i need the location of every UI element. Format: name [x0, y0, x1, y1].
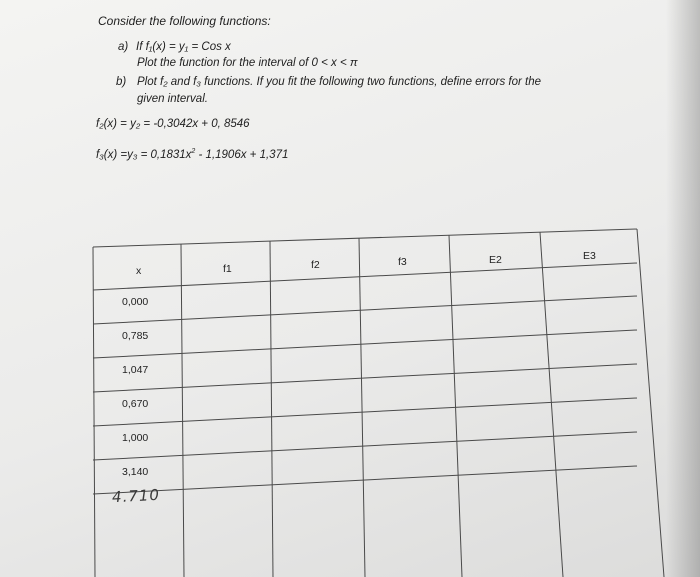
table-column-line: [449, 235, 462, 577]
table-column-line: [359, 238, 365, 577]
table-column-line: [540, 232, 563, 577]
question-b-label: b): [116, 76, 127, 88]
table-row-line: [93, 364, 637, 392]
question-a-line2: Plot the function for the interval of 0 < x < π: [137, 57, 358, 69]
table-column-line: [93, 247, 95, 577]
formula-f3: $f_3(x) =y_3 = 0,1831x^2 - 1,1906x + 1,371$: [96, 148, 289, 161]
table-column-line: [270, 241, 273, 577]
header-f1: f1: [223, 263, 232, 275]
table-row-line: [93, 263, 637, 290]
table-column-line: [637, 229, 664, 577]
x-value: 3,140: [122, 466, 149, 478]
page-shadow: [666, 0, 700, 577]
table-column-line: [181, 244, 184, 577]
header-f2: f2: [311, 259, 320, 271]
header-e2: E2: [489, 254, 502, 266]
table-row-line: [93, 398, 637, 426]
table-row-line: [93, 330, 637, 358]
question-a-label: a): [118, 41, 129, 53]
header-x: x: [136, 265, 142, 277]
x-value: 0,000: [122, 296, 149, 308]
table-row-line: [93, 229, 637, 247]
x-value: 0,785: [122, 330, 149, 342]
header-f3: f3: [398, 256, 407, 268]
formula-f2: f₂(x) = y₂ = -0,3042x + 0, 8546: [96, 118, 250, 130]
question-b-line1: Plot f₂ and f₃ functions. If you fit the following two functions, define errors for the: [137, 76, 541, 88]
x-value: 1,047: [122, 364, 149, 376]
question-b-line2: given interval.: [137, 93, 208, 105]
table-row-line: [93, 296, 637, 324]
page-heading: Consider the following functions:: [98, 14, 271, 28]
handwritten-x-value: 4.710: [111, 485, 161, 507]
header-e3: E3: [583, 250, 596, 262]
question-a-line1: If f₁(x) = y₁ = Cos x: [136, 41, 231, 53]
x-value: 0,670: [122, 398, 149, 410]
x-value: 1,000: [122, 432, 149, 444]
